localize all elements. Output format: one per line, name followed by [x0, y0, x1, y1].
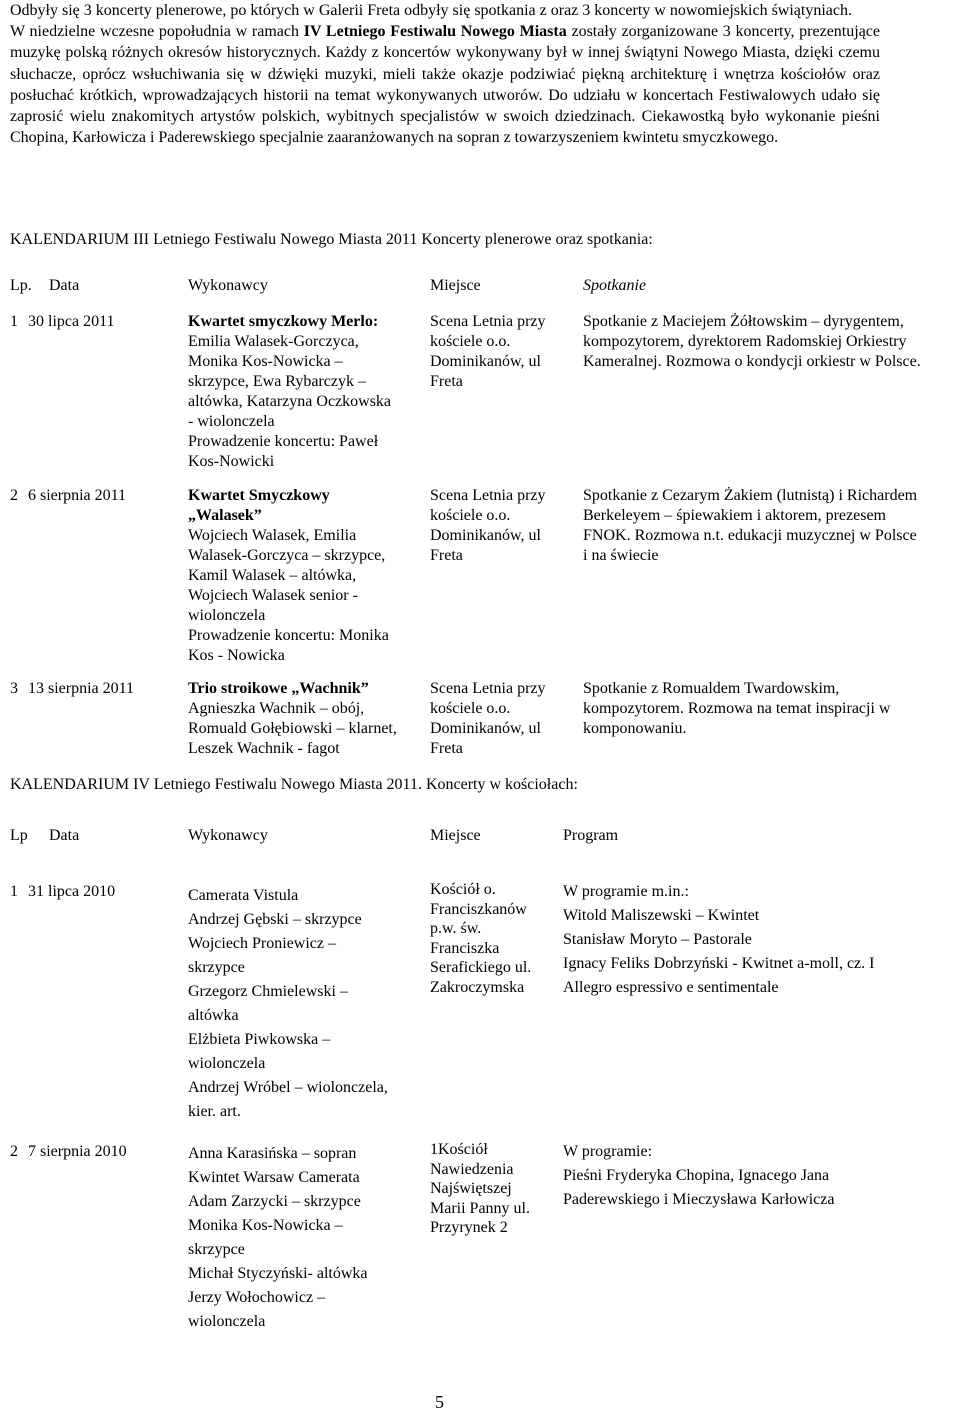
place-line: Scena Letnia przy: [430, 487, 546, 504]
performer-line: Leszek Wachnik - fagot: [188, 740, 340, 757]
header-lp: Lp.: [10, 277, 32, 294]
meeting-line: kompozytorem, dyrektorem Radomskiej Orkiestry: [583, 333, 907, 350]
header-date: Data: [49, 827, 80, 844]
place-line: Zakroczymska: [430, 978, 525, 996]
performer-line: Jerzy Wołochowicz –: [188, 1289, 326, 1306]
performer-line: Andrzej Gębski – skrzypce: [188, 911, 362, 928]
performer-line: Grzegorz Chmielewski –: [188, 983, 348, 1000]
performer-line: altówka, Katarzyna Oczkowska: [188, 393, 392, 410]
performer-line: Prowadzenie koncertu: Monika: [188, 627, 389, 644]
performer-line: wiolonczela: [188, 1055, 266, 1072]
performer-line: Anna Karasińska – sopran: [188, 1145, 357, 1162]
place-line: Scena Letnia przy: [430, 680, 546, 697]
meeting-line: kompozytorem. Rozmowa na temat inspiracji w: [583, 700, 891, 717]
performer-line: Agnieszka Wachnik – obój,: [188, 700, 365, 717]
performer-line: Kos - Nowicka: [188, 647, 285, 664]
row-date: 31 lipca 2010: [28, 883, 116, 900]
row-date: 13 sierpnia 2011: [28, 680, 135, 697]
place-line: Dominikanów, ul: [430, 720, 541, 737]
intro-p2-lead: W niedzielne wczesne popołudnia w ramach: [10, 23, 304, 41]
performer-line: Wojciech Walasek, Emilia: [188, 527, 357, 544]
performer-line: Kos-Nowicki: [188, 453, 275, 470]
program-line: Witold Maliszewski – Kwintet: [563, 907, 760, 924]
performer-line: Walasek-Gorczyca – skrzypce,: [188, 547, 386, 564]
intro-p2-rest: zostały zorganizowane 3 koncerty, prezentujące muzykę polską różnych okresów historycznych. Każdy z koncertów wykonywany był w innej świątyni Nowego Miasta, dzięki czemu słuchacze, oprócz wsłuchiwania się w dźwięki muzyki, mieli także okazje podziwiać piękną architekturę i wnętrza kościołów oraz posłuchać krótkich, wprowadzających historii na temat wykonywanych utworów. Do udziału w koncertach Festiwalowych udało się zaprosić wielu znakomitych artystów polskich, wybitnych specjalistów w swoich dziedzinach. Ciekawostką było wykonanie pieśni Chopina, Karłowicza i Paderewskiego specjalnie zaaranżowanych na sopran z towarzyszeniem kwintetu smyczkowego.: [10, 23, 881, 147]
place-line: Kościół o.: [430, 881, 496, 898]
row-date: 30 lipca 2011: [28, 313, 115, 330]
performer-line: altówka: [188, 1007, 239, 1024]
meeting-line: i na świecie: [583, 547, 659, 564]
row-meeting: [583, 679, 953, 739]
ensemble-name: Kwartet Smyczkowy: [188, 487, 330, 504]
program-line: W programie:: [563, 1143, 653, 1160]
performer-line: skrzypce: [188, 1241, 245, 1258]
row-place: [430, 1140, 570, 1238]
row-performers: [188, 312, 420, 472]
place-line: Franciszka: [430, 939, 500, 957]
ensemble-name: „Walasek”: [188, 507, 262, 524]
header-meeting: Spotkanie: [583, 277, 647, 294]
page-number: 5: [435, 1392, 444, 1412]
row-lp: 3: [10, 680, 18, 697]
place-line: Nawiedzenia: [430, 1160, 514, 1178]
meeting-line: Spotkanie z Romualdem Twardowskim,: [583, 680, 840, 697]
row-lp: 1: [10, 313, 18, 330]
place-line: p.w. św.: [430, 920, 482, 938]
performer-line: wiolonczela: [188, 607, 266, 624]
intro-paragraph-2: [10, 21, 880, 148]
place-line: Dominikanów, ul: [430, 353, 541, 370]
header-performers: Wykonawcy: [188, 827, 268, 844]
place-line: kościele o.o.: [430, 507, 511, 524]
performer-line: Andrzej Wróbel – wiolonczela,: [188, 1079, 388, 1096]
place-line: Franciszkanów: [430, 900, 527, 918]
performer-line: Monika Kos-Nowicka –: [188, 353, 343, 370]
row-meeting: [583, 486, 953, 566]
row-performers: [188, 1142, 420, 1334]
program-line: Ignacy Feliks Dobrzyński - Kwitnet a-moll, cz. I: [563, 955, 875, 972]
performer-line: Elżbieta Piwkowska –: [188, 1031, 331, 1048]
program-line: Paderewskiego i Mieczysława Karłowicza: [563, 1191, 835, 1208]
intro-text: [10, 0, 880, 148]
header-place: Miejsce: [430, 277, 481, 294]
performer-line: kier. art.: [188, 1103, 241, 1120]
calendar-4-title: KALENDARIUM IV Letniego Festiwalu Nowego Miasta 2011. Koncerty w kościołach:: [10, 776, 578, 793]
place-line: Freta: [430, 547, 463, 564]
meeting-line: komponowaniu.: [583, 720, 687, 737]
performer-line: Kwintet Warsaw Camerata: [188, 1169, 360, 1186]
header-place: Miejsce: [430, 827, 481, 844]
header-date: Data: [49, 277, 80, 294]
performer-line: Kamil Walasek – altówka,: [188, 567, 357, 584]
performer-line: Wojciech Walasek senior -: [188, 587, 358, 604]
row-place: [430, 679, 570, 759]
performer-line: Camerata Vistula: [188, 887, 299, 904]
header-lp: Lp: [10, 827, 28, 844]
place-line: Freta: [430, 373, 463, 390]
calendar-3-title: KALENDARIUM III Letniego Festiwalu Nowego Miasta 2011 Koncerty plenerowe oraz spotkania:: [10, 231, 653, 248]
place-line: kościele o.o.: [430, 700, 511, 717]
row-performers: [188, 884, 420, 1124]
performer-line: Michał Styczyński- altówka: [188, 1265, 368, 1282]
place-line: Najświętszej: [430, 1180, 512, 1198]
performer-line: skrzypce, Ewa Rybarczyk –: [188, 373, 366, 390]
row-lp: 2: [10, 1143, 18, 1160]
header-program: Program: [563, 827, 619, 844]
performer-line: Monika Kos-Nowicka –: [188, 1217, 343, 1234]
program-line: Stanisław Moryto – Pastorale: [563, 931, 752, 948]
row-place: [430, 312, 570, 392]
meeting-line: Berkeleyem – śpiewakiem i aktorem, prezesem: [583, 507, 886, 524]
row-program: [563, 880, 943, 1000]
meeting-line: Spotkanie z Maciejem Żółtowskim – dyrygentem,: [583, 313, 904, 330]
performer-line: Romuald Gołębiowski – klarnet,: [188, 720, 397, 737]
row-meeting: [583, 312, 953, 372]
row-date: 6 sierpnia 2011: [28, 487, 127, 504]
program-line: W programie m.in.:: [563, 883, 689, 900]
place-line: Dominikanów, ul: [430, 527, 541, 544]
ensemble-name: Trio stroikowe „Wachnik”: [188, 680, 369, 697]
place-line: kościele o.o.: [430, 333, 511, 350]
meeting-line: Spotkanie z Cezarym Żakiem (lutnistą) i Richardem: [583, 487, 918, 504]
performer-line: Wojciech Proniewicz –: [188, 935, 336, 952]
place-line: Przyrynek 2: [430, 1219, 508, 1237]
row-performers: [188, 679, 420, 759]
row-lp: 2: [10, 487, 18, 504]
performer-line: - wiolonczela: [188, 413, 275, 430]
performer-line: Prowadzenie koncertu: Paweł: [188, 433, 379, 450]
row-performers: [188, 486, 420, 666]
meeting-line: Kameralnej. Rozmowa o kondycji orkiestr w Polsce.: [583, 353, 921, 370]
performer-line: Adam Zarzycki – skrzypce: [188, 1193, 361, 1210]
performer-line: wiolonczela: [188, 1313, 266, 1330]
place-line: Freta: [430, 740, 463, 757]
row-program: [563, 1140, 943, 1212]
meeting-line: FNOK. Rozmowa n.t. edukacji muzycznej w Polsce: [583, 527, 917, 544]
program-line: Pieśni Fryderyka Chopina, Ignacego Jana: [563, 1167, 830, 1184]
ensemble-name: Kwartet smyczkowy Merlo:: [188, 313, 379, 330]
place-line: Serafickiego ul.: [430, 959, 532, 977]
header-performers: Wykonawcy: [188, 277, 268, 294]
performer-line: Emilia Walasek-Gorczyca,: [188, 333, 359, 350]
place-line: 1Kościół: [430, 1141, 488, 1158]
place-line: Marii Panny ul.: [430, 1199, 530, 1217]
place-line: Scena Letnia przy: [430, 313, 546, 330]
row-lp: 1: [10, 883, 18, 900]
performer-line: skrzypce: [188, 959, 245, 976]
row-date: 7 sierpnia 2010: [28, 1143, 127, 1160]
row-place: [430, 486, 570, 566]
program-line: Allegro espressivo e sentimentale: [563, 979, 779, 996]
row-place: [430, 880, 570, 998]
festival-name: IV Letniego Festiwalu Nowego Miasta: [303, 23, 567, 41]
intro-paragraph-1: Odbyły się 3 koncerty plenerowe, po których w Galerii Freta odbyły się spotkania z oraz 3 koncerty w nowomiejskich świątyniach.: [10, 2, 852, 19]
